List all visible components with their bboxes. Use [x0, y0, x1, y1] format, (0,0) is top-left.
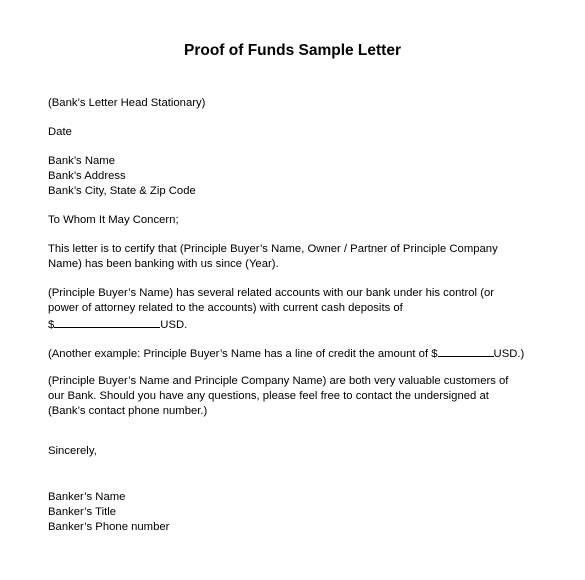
paragraph-line: (Principle Buyer’s Name and Principle Company Name) are both very valuable customers of [48, 375, 509, 387]
paragraph-line: (Principle Buyer’s Name) has several related accounts with our bank under his control (or [48, 287, 495, 299]
currency-label: USD. [160, 319, 188, 331]
banker-name-line: Banker’s Name [48, 491, 126, 503]
credit-line-text: (Another example: Principle Buyer’s Name has a line of credit the amount of $ [48, 348, 438, 360]
paragraph-line: our Bank. Should you have any questions, please feel free to contact the undersigned at [48, 390, 489, 402]
date-line: Date [48, 126, 72, 138]
bank-address-line: Bank’s Address [48, 170, 126, 182]
credit-amount-blank [438, 345, 494, 357]
currency-label: USD.) [493, 348, 525, 360]
bank-name-line: Bank’s Name [48, 155, 115, 167]
closing: Sincerely, [48, 445, 97, 457]
credit-line-paragraph [48, 345, 524, 362]
letterhead-placeholder: (Bank’s Letter Head Stationary) [48, 97, 206, 109]
deposit-amount-blank [54, 316, 160, 328]
paragraph-line: This letter is to certify that (Principle Buyer’s Name, Owner / Partner of Principle Company [48, 243, 498, 255]
dollar-sign: $ [48, 319, 55, 331]
banker-title-line: Banker’s Title [48, 506, 117, 518]
bank-city-line: Bank’s City, State & Zip Code [48, 185, 196, 197]
paragraph-line: (Bank’s contact phone number.) [48, 405, 208, 417]
letter-title: Proof of Funds Sample Letter [183, 42, 401, 59]
paragraph-line: power of attorney related to the accounts) with current cash deposits of [48, 302, 403, 314]
banker-phone-line: Banker’s Phone number [48, 521, 170, 533]
deposit-amount-line [48, 316, 187, 333]
paragraph-line: Name) has been banking with us since (Year). [48, 258, 279, 270]
salutation: To Whom It May Concern; [48, 214, 179, 226]
